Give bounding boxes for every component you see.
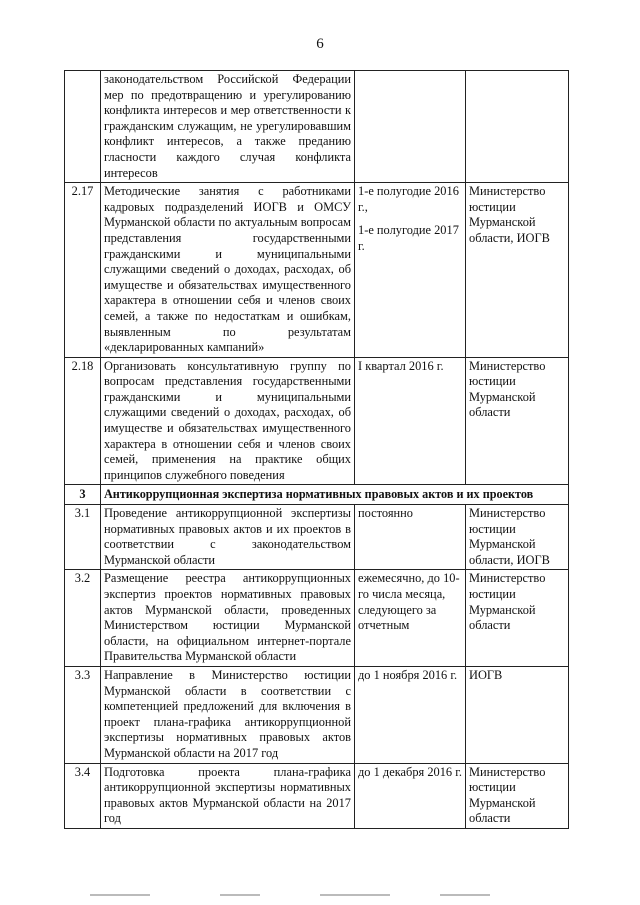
responsible-cell: ИОГВ [466,666,569,763]
table-row [65,763,569,828]
term-line: 1-е полугодие 2016 г., [358,184,459,214]
term-cell: постоянно [355,505,466,570]
section-title: Антикоррупционная экспертиза нормативных правовых актов и их проектов [101,485,569,505]
activity-cell: Проведение антикоррупционной экспертизы нормативных правовых актов и их проектов в соответствии с законодательством Мурманской области [101,505,355,570]
term-line: 1-е полугодие 2017 г. [358,223,459,253]
term-cell: I квартал 2016 г. [355,357,466,485]
term-cell: до 1 декабря 2016 г. [355,763,466,828]
table-row [65,71,569,183]
section-number: 3 [65,485,101,505]
term-cell: до 1 ноября 2016 г. [355,666,466,763]
activity-cell: Размещение реестра антикоррупционных экспертиз проектов нормативных правовых актов Мурманской области, проведенных Министерством юстиции Мурманской области, на официальном интернет-портале Правительства Мурманской области [101,570,355,667]
responsible-cell: Министерство юстиции Мурманской области [466,357,569,485]
responsible-cell [466,71,569,183]
term-cell [355,183,466,358]
section-header-row [65,485,569,505]
row-number: 3.3 [65,666,101,763]
row-number: 3.4 [65,763,101,828]
activity-cell: Направление в Министерство юстиции Мурманской области в соответствии с компетенцией предложений для включения в проект плана-графика антикоррупционной экспертизы нормативных правовых актов Мурманской области на 2017 год [101,666,355,763]
responsible-cell: Министерство юстиции Мурманской области [466,763,569,828]
table-row [65,505,569,570]
term-cell [355,71,466,183]
activity-cell: Методические занятия с работниками кадровых подразделений ИОГВ и ОМСУ Мурманской области по актуальным вопросам представления государственными гражданскими и муниципальными служащими сведений о доходах, расходах, об имуществе и обязательствах имущественного характера в отношении себя и членов своих семей, а также по недостаткам и ошибкам, выявленным по результатам «декларированных кампаний» [101,183,355,358]
term-cell: ежемесячно, до 10-го числа месяца, следующего за отчетным [355,570,466,667]
row-number: 3.2 [65,570,101,667]
activity-cell: Подготовка проекта плана-графика антикоррупционной экспертизы нормативных правовых актов Мурманской области на 2017 год [101,763,355,828]
responsible-cell: Министерство юстиции Мурманской области [466,570,569,667]
row-number [65,71,101,183]
page-number: 6 [316,36,324,52]
table-row [65,357,569,485]
scan-artifacts [60,894,580,898]
row-number: 3.1 [65,505,101,570]
activity-cell: Организовать консультативную группу по вопросам представления государственными гражданскими и муниципальными служащими сведений о доходах, расходах, об имуществе и обязательствах имущественного характера в отношении себя и членов своих семей, применения на практике общих принципов служебного поведения [101,357,355,485]
table-row [65,666,569,763]
activity-cell: законодательством Российской Федерации мер по предотвращению и урегулированию конфликта интересов и мер ответственности к гражданским служащим, не урегулировавшим конфликт интересов, а также преданию гласности каждого случая конфликта интересов [101,71,355,183]
table-row [65,183,569,358]
responsible-cell: Министерство юстиции Мурманской области, ИОГВ [466,183,569,358]
table-row [65,570,569,667]
row-number: 2.18 [65,357,101,485]
anticorruption-plan-table [64,70,569,829]
row-number: 2.17 [65,183,101,358]
responsible-cell: Министерство юстиции Мурманской области, ИОГВ [466,505,569,570]
